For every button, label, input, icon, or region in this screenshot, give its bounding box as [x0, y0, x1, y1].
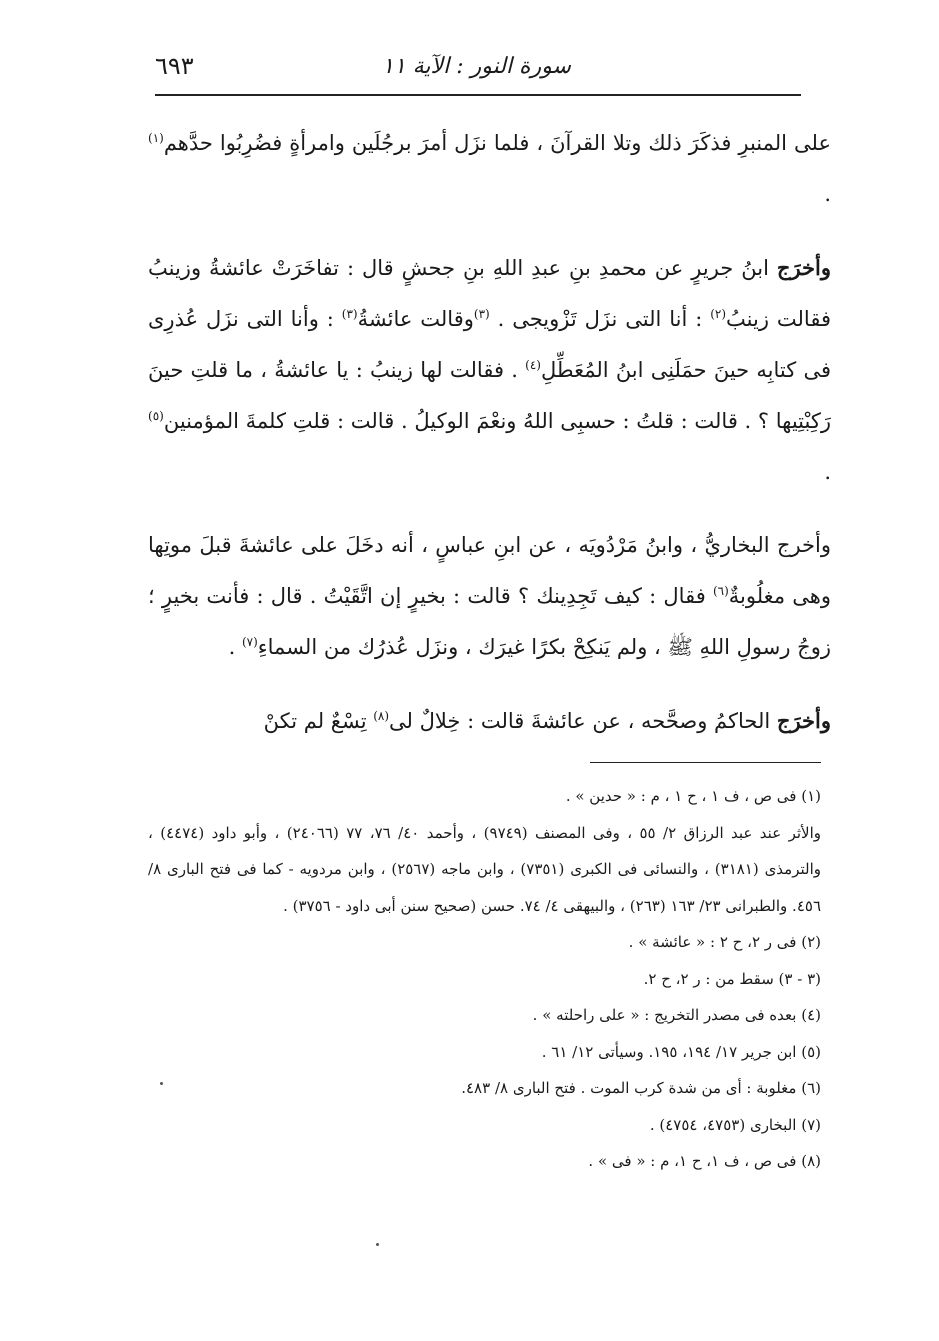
paragraph-text: على المنبرِ فذكَرَ ذلك وتلا القرآنَ ، فلما نزَل أمرَ برجُلَين وامرأةٍ فضُرِبُوا حدَّهم — [163, 131, 831, 155]
page-number: ٦٩٣ — [155, 52, 194, 80]
scan-speck — [376, 1243, 379, 1246]
footnote-ref-3-close: (٣) — [341, 307, 358, 321]
main-text — [148, 118, 831, 747]
footnote: (٥) ابن جرير ١٧/ ١٩٤، ١٩٥. وسيأتى ١٢/ ٦١ . — [541, 1042, 821, 1061]
footnote: (١) فى ص ، ف ١ ، ح ١ ، م : « حدين » . — [565, 787, 821, 805]
footnote: (٧) البخارى (٤٧٥٣، ٤٧٥٤) . — [649, 1115, 821, 1134]
paragraph-text: : وأنا التى نزَل عُذرِى فى كتابِه حينَ حمَلَنِى ابنُ المُعَطِّلِ — [148, 307, 831, 382]
paragraph-text: فقال : كيف تَجِدِينك ؟ قالت : بخيرٍ إن اتَّقَيْتُ . قال : فأنت بخيرٍ ؛ زوجُ رسولِ اللهِ ﷺ ، ولم يَنكِحْ بكرًا غيرَك ، ونزَل عُذرُك من السماءِ — [148, 584, 831, 659]
footnote-ref-3-open: (٣) — [473, 307, 490, 321]
lead-word: وأخرَج — [776, 255, 831, 280]
footnotes — [148, 778, 821, 1180]
paragraph-text: وقالت عائشةُ — [357, 307, 474, 331]
paragraph-text: الحاكمُ وصحَّحه ، عن عائشةَ قالت : خِلالٌ لى — [389, 709, 777, 733]
footnote-rule — [590, 762, 821, 763]
paragraph-end: . — [824, 460, 831, 484]
header-rule — [155, 94, 801, 96]
paragraph-end: . — [824, 182, 831, 206]
paragraph-3 — [148, 520, 831, 673]
lead-word: وأخرَج — [776, 708, 831, 733]
paragraph-2 — [148, 242, 831, 498]
footnote: (٣ - ٣) سقط من : ر ٢، ح ٢. — [643, 969, 821, 988]
footnote-ref-7: (٧) — [241, 635, 258, 649]
footnote-ref-6: (٦) — [712, 584, 729, 598]
paragraph-1 — [148, 118, 831, 220]
footnote: (٨) فى ص ، ف ١، ح ١، م : « فى » . — [588, 1152, 821, 1170]
paragraph-text: . فقالت لها زينبُ : يا عائشةُ ، ما قلتِ حينَ رَكِبْتِيها ؟ . قالت : قلتُ : حسبِى اللهُ ونعْمَ الوكيلُ . قالت : قلتِ كلمةَ المؤمنين — [148, 358, 831, 433]
footnote-ref-5: (٥) — [148, 409, 164, 423]
paragraph-text: وأخرج البخاريُّ ، وابنُ مَرْدُويَه ، عن ابنِ عباسٍ ، أنه دخَلَ على عائشةَ قبلَ موتِها وهى مغلُوبةٌ — [148, 533, 831, 608]
footnote: (٢) فى ر ٢، ح ٢ : « عائشة » . — [628, 933, 821, 951]
footnote-ref-2: (٢) — [710, 307, 727, 321]
footnote-ref-1: (١) — [148, 131, 164, 145]
footnote: والأثر عند عبد الرزاق ٢/ ٥٥ ، وفى المصنف (٩٧٤٩) ، وأحمد ٤٠/ ٧٦، ٧٧ (٢٤٠٦٦) ، وأبو داود (٤٤٧٤) ، والترمذى (٣١٨١) ، والنسائى فى الكبرى (٧٣٥١) ، وابن ماجه (٢٥٦٧) ، وابن مردويه - كما فى فتح البارى ٨/ ٤٥٦. والطبرانى ٢٣/ ١٦٣ (٢٦٣) ، والبيهقى ٤/ ٧٤. حسن (صحيح سنن أبى داود - ٣٧٥٦) . — [148, 823, 822, 915]
page-header — [155, 46, 801, 88]
paragraph-text: ابنُ جريرٍ عن محمدِ بنِ عبدِ اللهِ بنِ جحشٍ قال : تفاخَرَتْ عائشةُ وزينبُ فقالت زينبُ — [148, 256, 831, 331]
paragraph-text: تِسْعٌ لم تكنْ — [263, 709, 374, 733]
footnote-ref-4: (٤) — [525, 358, 541, 372]
footnote: (٤) بعده فى مصدر التخريج : « على راحلته » . — [532, 1006, 821, 1024]
scan-speck — [160, 1082, 163, 1085]
footnote-ref-8: (٨) — [373, 709, 390, 723]
footnote: (٦) مغلوبة : أى من شدة كرب الموت . فتح البارى ٨/ ٤٨٣. — [461, 1079, 821, 1097]
running-title: سورة النور : الآية ١١ — [382, 54, 571, 79]
paragraph-text: : أنا التى نزَل تَزْويجى . — [489, 307, 711, 331]
paragraph-4 — [148, 695, 831, 747]
paragraph-end: . — [228, 635, 242, 659]
